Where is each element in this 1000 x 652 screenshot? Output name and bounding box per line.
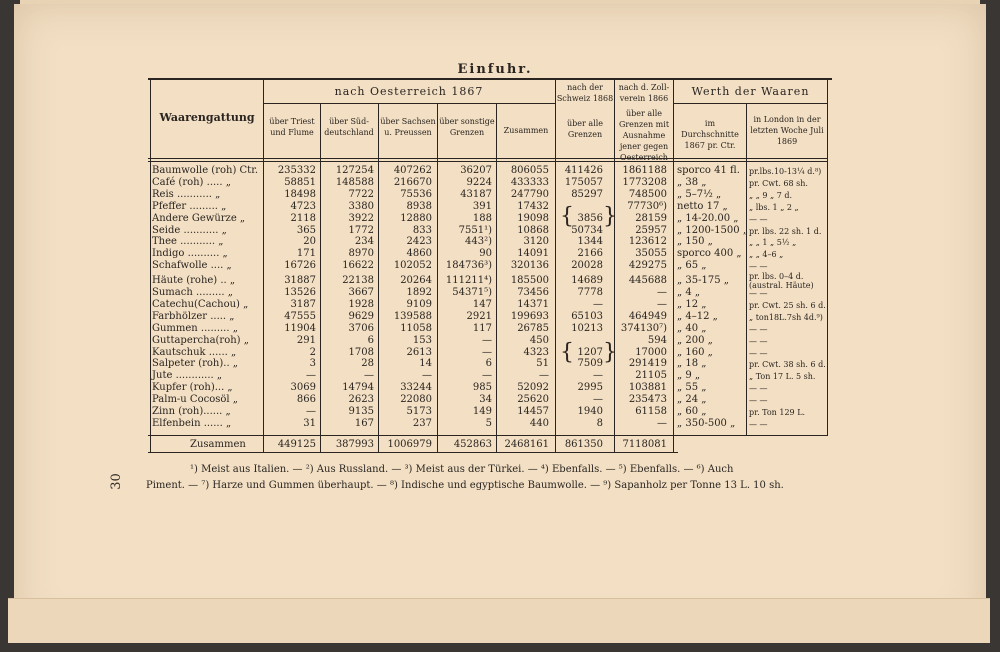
cell-london: „ lbs. 1 „ 2 „: [749, 202, 799, 212]
cell-triest: 3069: [290, 382, 316, 394]
cell-zusammen: 19098: [517, 212, 549, 224]
cell-zusammen: 52092: [517, 382, 549, 394]
cell-sonstige: 117: [472, 322, 492, 334]
cell-durchschnitt: „ 38 „: [677, 176, 707, 188]
cell-durchschnitt: „ 35-175 „: [677, 275, 729, 287]
totals-sonstige: 452863: [453, 439, 492, 450]
cell-zoll: 1773208: [622, 176, 667, 188]
cell-sued: 3922: [348, 212, 374, 224]
cell-london: „ „ 1 „ 5½ „: [749, 238, 797, 248]
cell-zusammen: 433333: [510, 176, 549, 188]
cell-durchschnitt: „ 24 „: [677, 394, 707, 406]
cell-sued: 14794: [342, 382, 374, 394]
cell-triest: —: [306, 370, 316, 382]
cell-durchschnitt: „ 4–12 „: [677, 310, 718, 322]
cell-sachsen: 4860: [406, 248, 432, 260]
cell-zoll: 17000: [635, 346, 667, 358]
cell-schweiz: 20028: [571, 260, 603, 272]
cell-zusammen: 4323: [523, 346, 549, 358]
cell-sonstige: 149: [472, 406, 492, 417]
col-rule-8: [673, 80, 674, 452]
cell-triest: 2: [309, 346, 316, 358]
totals-schweiz: 861350: [564, 439, 603, 450]
cell-durchschnitt: sporco 41 fl.: [677, 165, 740, 176]
cell-zusammen: 450: [529, 334, 549, 346]
cell-sued: 2623: [348, 394, 374, 406]
header-bottom-rule-2: [148, 161, 828, 162]
col-rule-10: [827, 80, 828, 435]
cell-durchschnitt: „ 18 „: [677, 358, 707, 370]
cell-schweiz: 2995: [577, 382, 603, 394]
row-name: Thee ........... „: [152, 236, 224, 248]
cell-sachsen: 5173: [406, 406, 432, 417]
cell-schweiz: 7778: [577, 287, 603, 298]
cell-triest: 2118: [290, 212, 316, 224]
row-name: Pfeffer ......... „: [152, 200, 227, 212]
cell-zusammen: 247790: [510, 188, 549, 200]
cell-zusammen: 3120: [523, 236, 549, 248]
cell-sonstige: —: [482, 370, 492, 382]
row-name: Jute ............ „: [152, 370, 223, 382]
cell-london: — —: [749, 324, 768, 334]
cell-durchschnitt: „ 55 „: [677, 382, 707, 394]
cell-sonstige: 34: [479, 394, 492, 406]
cell-london: pr. Ton 129 L.: [749, 408, 806, 417]
cell-zusammen: 14371: [517, 298, 549, 310]
header-sachsen: über Sachsen u. Preussen: [380, 117, 436, 137]
cell-sachsen: 2613: [406, 346, 432, 358]
cell-schweiz: 50734: [571, 224, 603, 236]
header-schweiz: über alle Grenzen: [567, 119, 603, 139]
cell-london: — —: [749, 348, 768, 358]
cell-schweiz: 8: [596, 417, 603, 429]
cell-triest: 171: [296, 248, 316, 260]
cell-sued: 7722: [348, 188, 374, 200]
cell-zoll: 445688: [628, 275, 667, 287]
cell-sonstige: 184736³): [445, 260, 492, 272]
row-name: Kupfer (roh)... „: [152, 382, 233, 394]
cell-durchschnitt: „ 4 „: [677, 287, 701, 298]
cell-zusammen: —: [539, 370, 549, 382]
totals-triest: 449125: [277, 439, 316, 450]
cell-schweiz: 1207: [577, 346, 603, 358]
cell-triest: 235332: [277, 165, 316, 176]
cell-schweiz: 65103: [571, 310, 603, 322]
row-name: Häute (rohe) .. „: [152, 275, 236, 287]
page-number: 30: [108, 473, 124, 490]
cell-sonstige: 443²): [465, 236, 492, 248]
row-name: Farbhölzer ..... „: [152, 310, 235, 322]
cell-triest: 866: [296, 394, 316, 406]
header-sonstige: über sonstige Grenzen: [439, 117, 495, 137]
row-name: Elfenbein ...... „: [152, 417, 232, 429]
row-name: Kautschuk ...... „: [152, 346, 237, 358]
cell-schweiz: —: [593, 370, 603, 382]
cell-zoll: —: [657, 298, 667, 310]
totals-bottom-rule: [148, 452, 678, 453]
cell-sued: 16622: [342, 260, 374, 272]
cell-zoll: 748500: [628, 188, 667, 200]
cell-zusammen: 73456: [517, 287, 549, 298]
header-group-zoll: nach d. Zoll-verein 1866: [618, 83, 670, 103]
header-zusammen: Zusammen: [503, 126, 549, 135]
cell-triest: 31887: [284, 275, 316, 287]
header-sued: über Süd-deutschland: [324, 117, 374, 137]
cell-durchschnitt: „ 200 „: [677, 334, 713, 346]
cell-london: pr.lbs.10-13¼ d.⁸): [749, 167, 822, 176]
cell-triest: 47555: [284, 310, 316, 322]
col-rule-9: [746, 103, 747, 435]
cell-zoll: 61158: [635, 406, 667, 417]
cell-durchschnitt: „ 5–7½ „: [677, 188, 722, 200]
cell-zoll: 1861188: [622, 165, 667, 176]
totals-top-rule: [148, 435, 828, 436]
header-goods: Waarengattung: [159, 111, 255, 124]
row-name: Catechu(Cachou) „: [152, 298, 249, 310]
cell-sonstige: 36207: [460, 165, 492, 176]
footnote-line-1: ¹) Meist aus Italien. — ²) Aus Russland. — ³) Meist aus der Türkei. — ⁴) Ebenfalls. — ⁵) Ebenfalls. — ⁶) Auch: [190, 464, 734, 475]
cell-sued: 6: [367, 334, 374, 346]
cell-zusammen: 10868: [517, 224, 549, 236]
row-name: Zinn (roh)...... „: [152, 406, 231, 417]
cell-london: — —: [749, 396, 768, 406]
cell-durchschnitt: „ 9 „: [677, 370, 701, 382]
cell-triest: 58851: [284, 176, 316, 188]
row-name: Guttapercha(roh) „: [152, 334, 249, 346]
cell-sonstige: 391: [472, 200, 492, 212]
cell-triest: 20: [303, 236, 316, 248]
cell-zoll: 594: [647, 334, 667, 346]
cell-zusammen: 14091: [517, 248, 549, 260]
cell-sued: 1928: [348, 298, 374, 310]
cell-sued: 22138: [342, 275, 374, 287]
cell-london: — —: [749, 336, 768, 346]
cell-sued: 234: [354, 236, 374, 248]
cell-zoll: 103881: [628, 382, 667, 394]
header-group-schweiz: nach der Schweiz 1868: [556, 83, 614, 103]
table-title: Einfuhr.: [457, 62, 533, 77]
cell-sachsen: 14: [419, 358, 432, 370]
cell-zoll: 21105: [635, 370, 667, 382]
cell-london: „ „ 9 „ 7 d.: [749, 190, 792, 200]
cell-triest: 31: [303, 417, 316, 429]
cell-sued: 1772: [348, 224, 374, 236]
cell-zoll: 123612: [628, 236, 667, 248]
cell-sued: 3380: [348, 200, 374, 212]
cell-sachsen: 139588: [393, 310, 432, 322]
row-name: Palm-u Cocosöl „: [152, 394, 238, 406]
cell-sachsen: 9109: [406, 298, 432, 310]
cell-london: — —: [749, 214, 768, 224]
cell-london: „ „ 4–6 „: [749, 250, 784, 260]
cell-schweiz: 2166: [577, 248, 603, 260]
cell-zoll: —: [657, 287, 667, 298]
cell-sachsen: 833: [412, 224, 432, 236]
group-subrule-werth: [673, 103, 828, 104]
cell-sachsen: 237: [412, 417, 432, 429]
totals-label: Zusammen: [190, 439, 246, 450]
header-durchschnitt: im Durchschnitte 1867 pr. Ctr.: [681, 119, 739, 150]
cell-zoll: 464949: [628, 310, 667, 322]
cell-triest: 3187: [290, 298, 316, 310]
cell-schweiz: 14689: [571, 275, 603, 287]
header-zoll: über alle Grenzen mit Ausnahme jener gegen Oesterreich: [618, 109, 670, 162]
cell-sachsen: 2423: [406, 236, 432, 248]
footnote-line-2: Piment. — ⁷) Harze und Gummen überhaupt. — ⁸) Indische und egyptische Baumwolle. — ⁹) Sapanholz per Tonne 13 L. 10 sh.: [146, 480, 784, 491]
cell-zoll: 429275: [628, 260, 667, 272]
row-name: Gummen ......... „: [152, 322, 238, 334]
cell-sachsen: 20264: [400, 275, 432, 287]
cell-zusammen: 26785: [517, 322, 549, 334]
cell-zoll: 374130⁷): [620, 322, 667, 334]
brace-pfeffer-left: {: [560, 204, 574, 229]
cell-zoll: 25957: [635, 224, 667, 236]
cell-triest: 16726: [284, 260, 316, 272]
cell-zusammen: 806055: [510, 165, 549, 176]
cell-sonstige: 147: [472, 298, 492, 310]
cell-schweiz: —: [593, 394, 603, 406]
cell-sachsen: 1892: [406, 287, 432, 298]
totals-sachsen: 1006979: [387, 439, 432, 450]
cell-london: — —: [749, 419, 768, 429]
cell-sued: —: [364, 370, 374, 382]
cell-durchschnitt: „ 60 „: [677, 406, 707, 417]
cell-london: — —: [749, 262, 768, 272]
col-rule-0: [150, 80, 151, 452]
cell-london: pr. Cwt. 38 sh. 6 d.: [749, 360, 826, 370]
cell-schweiz: 7509: [577, 358, 603, 370]
cell-durchschnitt: „ 150 „: [677, 236, 713, 248]
cell-sued: 3706: [348, 322, 374, 334]
cell-zusammen: 199693: [510, 310, 549, 322]
row-name: Café (roh) ..... „: [152, 176, 231, 188]
cell-sachsen: 75536: [400, 188, 432, 200]
cell-sonstige: 111211⁴): [445, 275, 492, 287]
header-triest: über Triest und Flume: [269, 117, 315, 137]
cell-sachsen: 12880: [400, 212, 432, 224]
cell-schweiz: —: [593, 298, 603, 310]
cell-sued: 9135: [348, 406, 374, 417]
cell-sued: 9629: [348, 310, 374, 322]
top-rule: [148, 78, 832, 80]
cell-durchschnitt: „ 40 „: [677, 322, 707, 334]
totals-zoll: 7118081: [622, 439, 667, 450]
cell-sachsen: 8938: [406, 200, 432, 212]
cell-zoll: 28159: [635, 212, 667, 224]
cell-sachsen: 102052: [393, 260, 432, 272]
cell-zusammen: 14457: [517, 406, 549, 417]
cell-durchschnitt: „ 1200-1500 „: [677, 224, 748, 236]
cell-sachsen: 11058: [400, 322, 432, 334]
cell-zusammen: 320136: [510, 260, 549, 272]
row-name: Schafwolle .... „: [152, 260, 232, 272]
cell-sonstige: 54371⁵): [452, 287, 492, 298]
cell-zoll: 235473: [628, 394, 667, 406]
row-name: Sumach ......... „: [152, 287, 233, 298]
cell-triest: 13526: [284, 287, 316, 298]
cell-schweiz: 411426: [564, 165, 603, 176]
row-name: Seide ........... „: [152, 224, 227, 236]
cell-sonstige: —: [482, 346, 492, 358]
row-name: Reis ........... „: [152, 188, 221, 200]
row-name: Salpeter (roh).. „: [152, 358, 238, 370]
cell-triest: 18498: [284, 188, 316, 200]
cell-sued: 3667: [348, 287, 374, 298]
cell-triest: 3: [309, 358, 316, 370]
cell-zoll: 291419: [628, 358, 667, 370]
header-bottom-rule: [148, 158, 828, 159]
brace-kautschuk-left: {: [560, 340, 574, 365]
cell-sonstige: 7551¹): [458, 224, 492, 236]
cell-zoll: 77730⁶): [627, 200, 667, 212]
cell-sachsen: 33244: [400, 382, 432, 394]
cell-schweiz: 10213: [571, 322, 603, 334]
cell-zusammen: 185500: [510, 275, 549, 287]
cell-london: pr. lbs. 22 sh. 1 d.: [749, 226, 822, 236]
cell-sonstige: 9224: [466, 176, 492, 188]
group-subrule-austria: [263, 103, 555, 104]
cell-sonstige: 985: [472, 382, 492, 394]
row-name: Baumwolle (roh) Ctr.: [152, 165, 259, 176]
cell-sonstige: 90: [479, 248, 492, 260]
cell-sued: 148588: [335, 176, 374, 188]
totals-zusammen: 2468161: [504, 439, 549, 450]
cell-sonstige: 2921: [466, 310, 492, 322]
brace-kautschuk-right: }: [603, 340, 617, 365]
cell-sachsen: 153: [412, 334, 432, 346]
cell-durchschnitt: „ 14-20.00 „: [677, 212, 739, 224]
header-group-austria: nach Oesterreich 1867: [334, 85, 484, 98]
cell-sachsen: —: [422, 370, 432, 382]
cell-triest: 365: [296, 224, 316, 236]
cell-sachsen: 407262: [393, 165, 432, 176]
cell-durchschnitt: „ 12 „: [677, 298, 707, 310]
cell-triest: 291: [296, 334, 316, 346]
cell-zusammen: 25620: [517, 394, 549, 406]
cell-sued: 8970: [348, 248, 374, 260]
cell-sued: 1708: [348, 346, 374, 358]
cell-london: „ Ton 17 L. 5 sh.: [749, 372, 816, 382]
cell-triest: —: [306, 406, 316, 417]
cell-london: — —: [749, 289, 768, 298]
cell-london: — —: [749, 384, 768, 394]
cell-sonstige: 6: [485, 358, 492, 370]
brace-pfeffer-right: }: [603, 204, 617, 229]
cell-durchschnitt: sporco 400 „: [677, 248, 742, 260]
cell-london: pr. Cwt. 25 sh. 6 d.: [749, 300, 826, 310]
cell-sachsen: 216670: [393, 176, 432, 188]
cell-durchschnitt: „ 160 „: [677, 346, 713, 358]
cell-sued: 167: [354, 417, 374, 429]
cell-schweiz: 175057: [564, 176, 603, 188]
cell-schweiz: 1344: [577, 236, 603, 248]
cell-sonstige: —: [482, 334, 492, 346]
cell-london: „ ton18L.7sh 4d.⁹): [749, 312, 823, 322]
cell-triest: 4723: [290, 200, 316, 212]
totals-sued: 387993: [335, 439, 374, 450]
cell-durchschnitt: netto 17 „: [677, 200, 728, 212]
cell-zoll: 35055: [635, 248, 667, 260]
cell-sued: 28: [361, 358, 374, 370]
cell-london: pr. lbs. 0–4 d. (austral. Häute): [749, 272, 814, 291]
cell-schweiz: 3856: [577, 212, 603, 224]
cell-zoll: —: [657, 417, 667, 429]
header-london: in London in der letzten Woche Juli 1869: [750, 115, 824, 146]
cell-sued: 127254: [335, 165, 374, 176]
cell-durchschnitt: „ 65 „: [677, 260, 707, 272]
row-name: Andere Gewürze „: [152, 212, 246, 224]
cell-zusammen: 17432: [517, 200, 549, 212]
cell-london: pr. Cwt. 68 sh.: [749, 178, 808, 188]
cell-sonstige: 43187: [460, 188, 492, 200]
cell-sachsen: 22080: [400, 394, 432, 406]
row-name: Indigo .......... „: [152, 248, 228, 260]
cell-schweiz: 85297: [571, 188, 603, 200]
cell-sonstige: 188: [472, 212, 492, 224]
cell-zusammen: 51: [536, 358, 549, 370]
cell-zusammen: 440: [529, 417, 549, 429]
header-group-werth: Werth der Waaren: [691, 85, 810, 98]
cell-durchschnitt: „ 350-500 „: [677, 417, 736, 429]
cell-schweiz: 1940: [577, 406, 603, 417]
cell-triest: 11904: [284, 322, 316, 334]
cell-sonstige: 5: [485, 417, 492, 429]
